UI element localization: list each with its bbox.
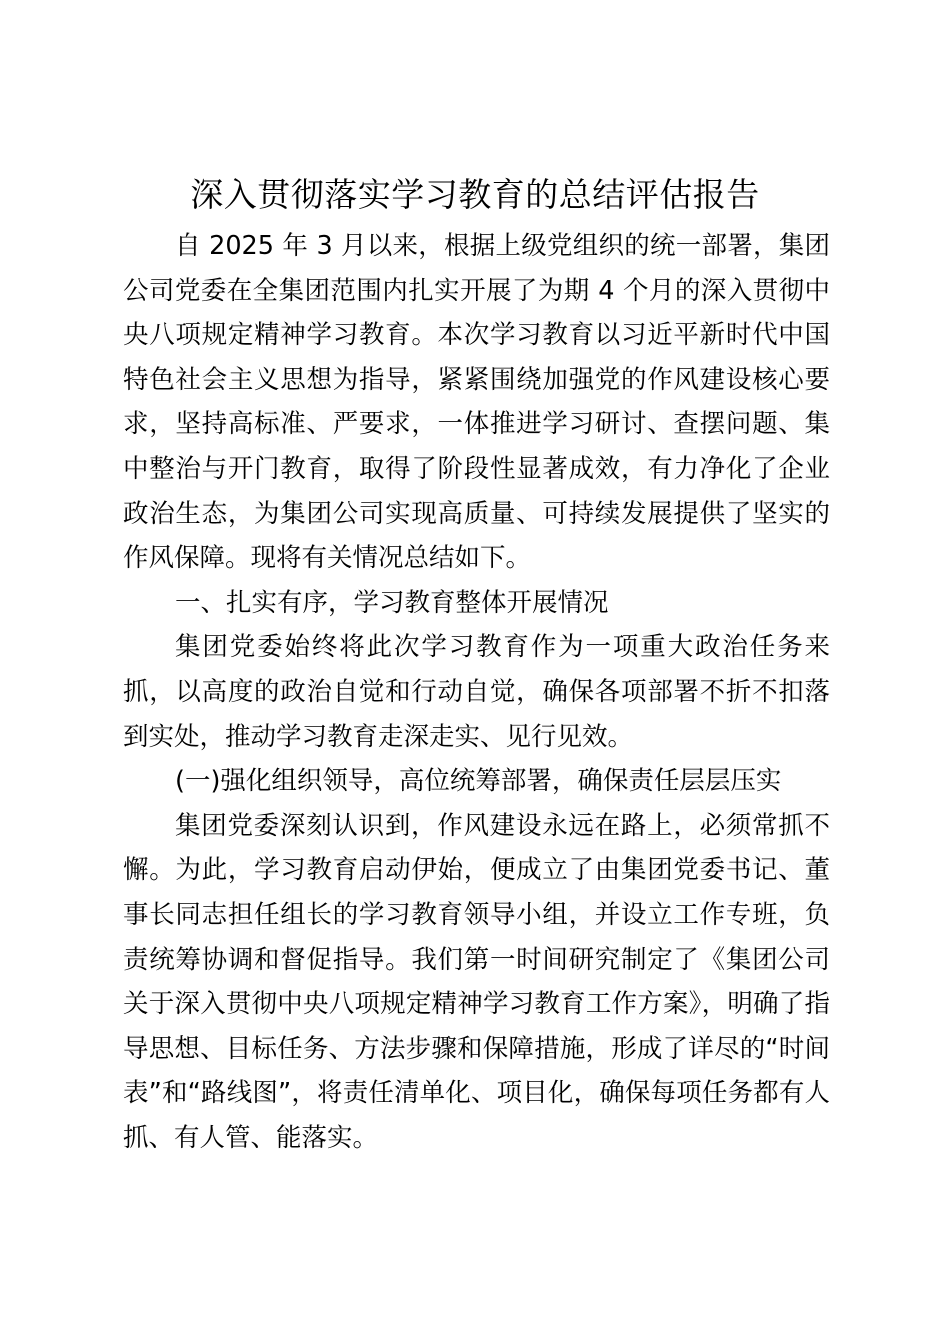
heading-line: (一)强化组织领导，高位统筹部署，确保责任层层压实 — [175, 766, 782, 797]
heading-line: 一、扎实有序，学习教育整体开展情况 — [175, 587, 609, 618]
paragraph-section-1 — [123, 625, 830, 759]
text-line: 求，坚持高标准、严要求，一体推进学习研讨、查摆问题、集 — [123, 409, 830, 440]
document-body — [123, 224, 830, 1160]
text-line: 导思想、目标任务、方法步骤和保障措施，形成了详尽的“时间 — [123, 1033, 830, 1064]
text-line: 抓，以高度的政治自觉和行动自觉，确保各项部署不折不扣落 — [123, 676, 830, 707]
subsection-heading-1 — [123, 759, 830, 804]
text-line: 央八项规定精神学习教育。本次学习教育以习近平新时代中国 — [123, 320, 830, 351]
document-title: 深入贯彻落实学习教育的总结评估报告 — [190, 175, 760, 214]
text-line: 作风保障。现将有关情况总结如下。 — [123, 543, 532, 574]
text-line: 自 2025 年 3 月以来，根据上级党组织的统一部署，集团 — [175, 231, 830, 261]
section-heading-1 — [123, 581, 830, 626]
text-line: 集团党委深刻认识到，作风建设永远在路上，必须常抓不 — [175, 810, 830, 841]
text-line: 责统筹协调和督促指导。我们第一时间研究制定了《集团公司 — [123, 944, 830, 975]
text-line: 表”和“路线图”，将责任清单化、项目化，确保每项任务都有人 — [123, 1078, 830, 1109]
text-line: 抓、有人管、能落实。 — [123, 1122, 379, 1153]
text-line: 集团党委始终将此次学习教育作为一项重大政治任务来 — [175, 632, 830, 663]
text-line: 事长同志担任组长的学习教育领导小组，并设立工作专班，负 — [123, 899, 830, 930]
text-line: 中整治与开门教育，取得了阶段性显著成效，有力净化了企业 — [123, 453, 830, 484]
text-line: 到实处，推动学习教育走深走实、见行见效。 — [123, 721, 634, 752]
text-line: 关于深入贯彻中央八项规定精神学习教育工作方案》，明确了指 — [123, 989, 830, 1020]
text-line: 懈。为此，学习教育启动伊始，便成立了由集团党委书记、董 — [123, 855, 830, 886]
paragraph-subsection-1 — [123, 804, 830, 1161]
paragraph-intro — [123, 224, 830, 581]
text-line: 公司党委在全集团范围内扎实开展了为期 4 个月的深入贯彻中 — [123, 275, 830, 306]
text-line: 特色社会主义思想为指导，紧紧围绕加强党的作风建设核心要 — [123, 364, 830, 395]
text-line: 政治生态，为集团公司实现高质量、可持续发展提供了坚实的 — [123, 498, 830, 529]
